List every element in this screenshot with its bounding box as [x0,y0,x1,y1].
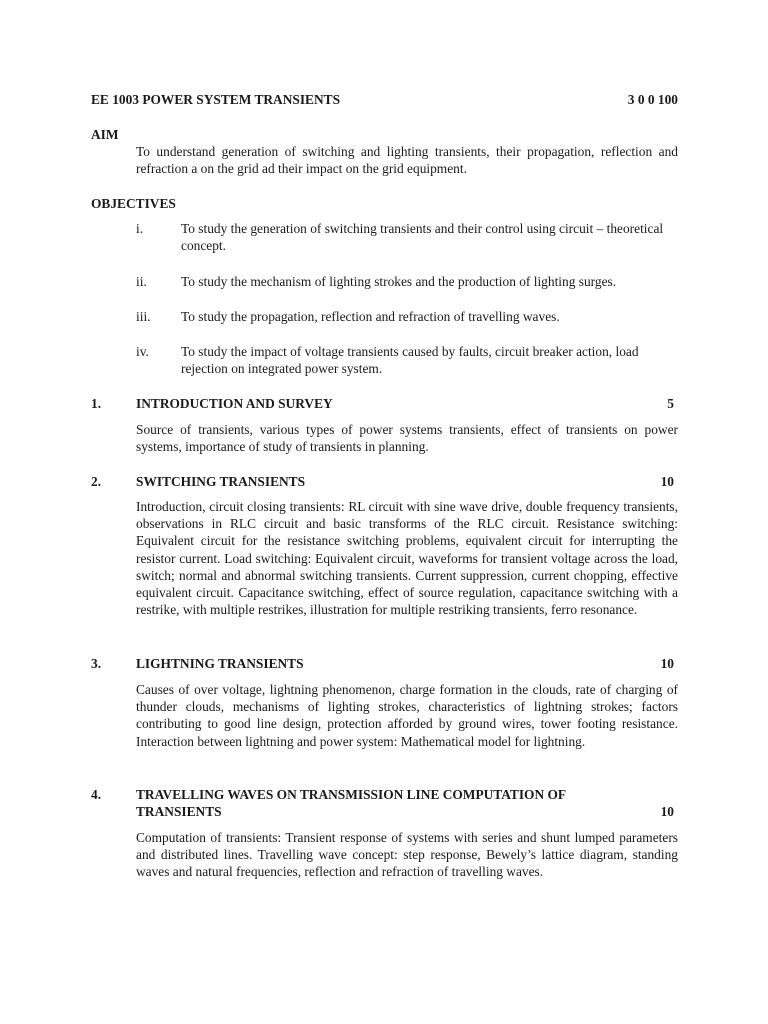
objectives-heading: OBJECTIVES [91,196,176,211]
unit-content: Causes of over voltage, lightning phenomenon, charge formation in the clouds, rate of charging of thunder clouds, mechanisms of lighting strokes, characteristics of lightning strokes; factors contributing to good line design, protection afforded by ground wires, tower footing resistance. Interaction between lightning and power system: Mathematical model for lightning. [136,682,678,749]
aim-heading: AIM [91,127,119,142]
objective-text: To study the mechanism of lighting strokes and the production of lighting surges. [181,274,617,289]
unit-number: 2. [91,474,102,489]
unit-title-line2: TRANSIENTS [136,804,222,819]
unit-hours: 5 [667,396,674,411]
course-credits: 3 0 0 100 [627,92,678,107]
objective-number: iv. [136,344,149,359]
unit-number: 1. [91,396,102,411]
objective-number: ii. [136,274,147,289]
aim-text: To understand generation of switching and lighting transients, their propagation, reflection and refraction a on the grid ad their impact on the grid equipment. [136,144,678,177]
unit-content: Source of transients, various types of power systems transients, effect of transients on power systems, importance of study of transients in planning. [136,422,678,455]
unit-hours: 10 [660,656,674,671]
unit-title-line1: TRAVELLING WAVES ON TRANSMISSION LINE COMPUTATION OF [136,787,567,802]
unit-hours: 10 [660,474,674,489]
objective-text: To study the generation of switching transients and their control using circuit – theoretical concept. [181,221,664,254]
objective-number: iii. [136,309,151,324]
course-code-title: EE 1003 POWER SYSTEM TRANSIENTS [91,92,341,107]
unit-number: 4. [91,787,102,802]
unit-number: 3. [91,656,102,671]
objective-number: i. [136,221,144,236]
unit-content: Computation of transients: Transient response of systems with series and shunt lumped parameters and distributed lines. Travelling wave concept: step response, Bewely’s lattice diagram, standing waves and natural frequencies, reflection and refraction of travelling waves. [136,830,678,880]
objective-text: To study the propagation, reflection and refraction of travelling waves. [181,309,560,324]
unit-title: SWITCHING TRANSIENTS [136,474,306,489]
unit-content: Introduction, circuit closing transients: RL circuit with sine wave drive, double frequency transients, observations in RLC circuit and basic transforms of the RLC circuit. Resistance switching: Equivalent circuit for the resistance switching problems, equivalent circuit for interrupting the resistor current. Load switching: Equivalent circuit, waveforms for transient voltage across the load, switch; normal and abnormal switching transients. Current suppression, current chopping, effective equivalent circuit. Capacitance switching, effect of source regulation, capacitance switching with a restrike, with multiple restrikes, illustration for multiple restriking transients, ferro resonance. [136,499,678,618]
unit-hours: 10 [660,804,674,819]
unit-title: INTRODUCTION AND SURVEY [136,396,333,411]
unit-title: LIGHTNING TRANSIENTS [136,656,304,671]
objective-text: To study the impact of voltage transients caused by faults, circuit breaker action, load rejection on integrated power system. [181,344,639,377]
